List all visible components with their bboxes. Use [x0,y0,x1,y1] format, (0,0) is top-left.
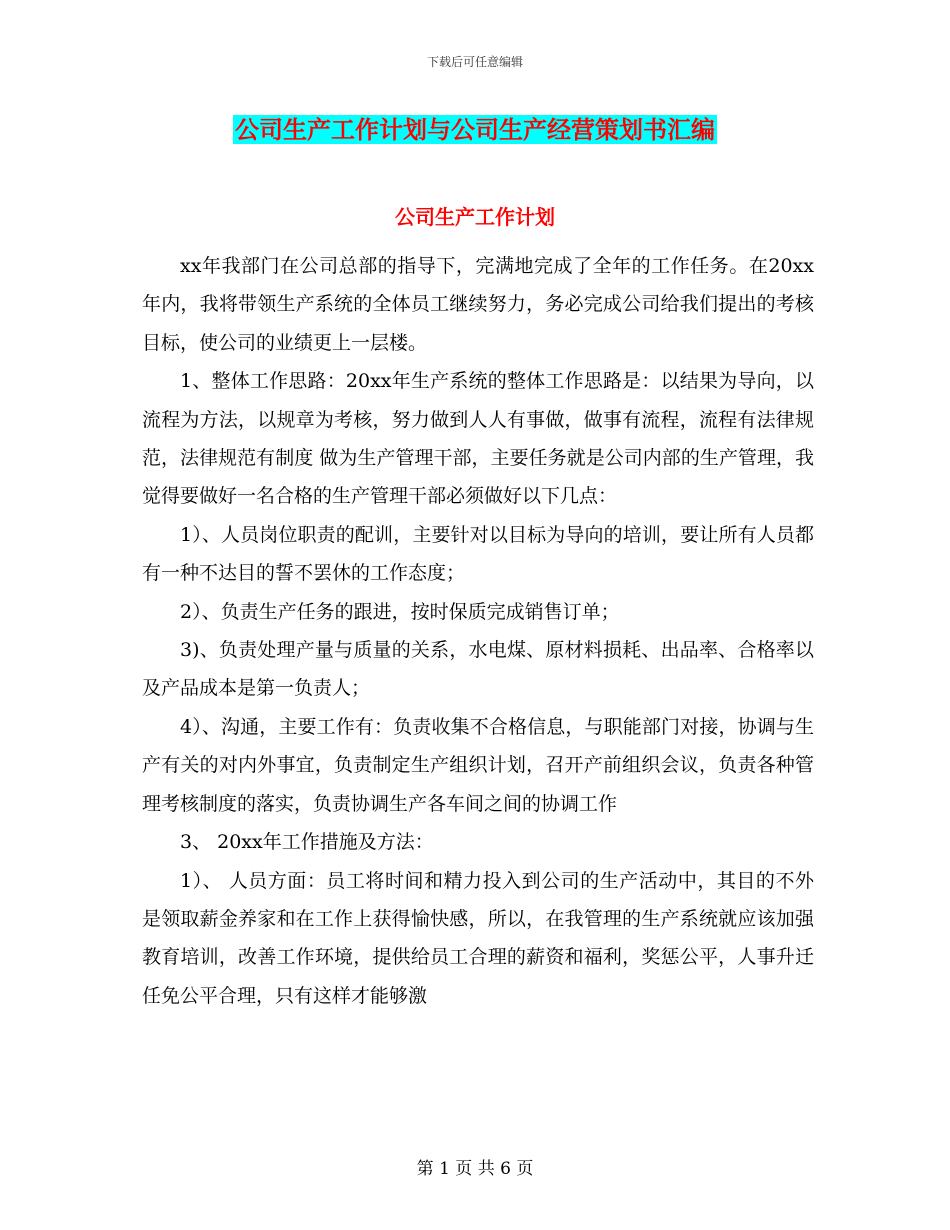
body-text [142,247,814,1015]
header-note: 下载后可任意编辑 [426,55,523,69]
paragraph: 1）、 人员方面：员工将时间和精力投入到公司的生产活动中，其目的不外是领取薪金养家和在工作上获得愉快感，所以，在我管理的生产系统就应该加强教育培训，改善工作环境，提供给员工合理的薪资和福利，奖惩公平，人事升迁任免公平合理，只有这样才能够激 [142,869,814,1007]
paragraph: 1、整体工作思路：20xx年生产系统的整体工作思路是：以结果为导向，以流程为方法，以规章为考核，努力做到人人有事做，做事有流程，流程有法律规范，法律规范有制度 做为生产管理干部，主要任务就是公司内部的生产管理，我觉得要做好一名合格的生产管理干部必须做好以下几点： [142,370,814,508]
document-title [0,112,950,148]
paragraph: 3、 20xx年工作措施及方法： [180,831,434,854]
paragraph: 3)、负责处理产量与质量的关系，水电煤、原材料损耗、出品率、合格率以及产品成本是第一负责人； [142,639,814,700]
page-number: 第 1 页 共 6 页 [416,1159,534,1179]
paragraph: 1）、人员岗位职责的配训，主要针对以目标为导向的培训，要让所有人员都有一种不达目的誓不罢休的工作态度； [142,523,814,585]
section-title: 公司生产工作计划 [395,205,555,229]
paragraph: xx年我部门在公司总部的指导下，完满地完成了全年的工作任务。在20xx年内，我将带领生产系统的全体员工继续努力，务必完成公司给我们提出的考核目标，使公司的业绩更上一层楼。 [142,255,814,354]
paragraph: 2）、负责生产任务的跟进，按时保质完成销售订单； [180,600,620,623]
paragraph: 4）、沟通，主要工作有：负责收集不合格信息，与职能部门对接，协调与生产有关的对内外事宜，负责制定生产组织计划，召开产前组织会议，负责各种管理考核制度的落实，负责协调生产各车间之间的协调工作 [142,715,814,815]
document-title-text: 公司生产工作计划与公司生产经营策划书汇编 [235,115,715,144]
